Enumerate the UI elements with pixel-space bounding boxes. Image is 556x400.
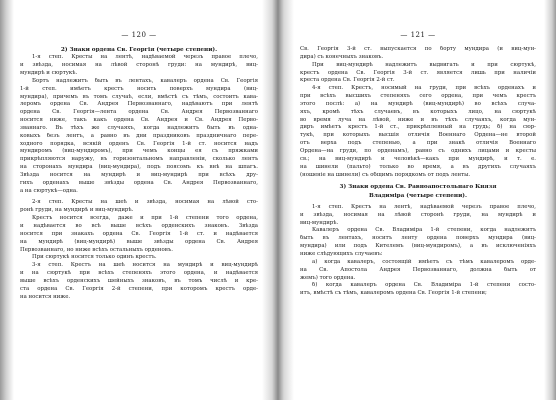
section-heading-line: 3) Знаки ордена Св. Равноапостольнаго Князя <box>339 184 497 191</box>
text-line: виц-мундирѣ. <box>300 219 339 226</box>
text-line: выше всѣхъ орденскихъ шейныхъ знаковъ, въ томъ числѣ и кре- <box>20 277 258 284</box>
text-line: б) когда кавалеръ ордена Св. Владиміра 1-й степени состо- <box>312 282 536 289</box>
text-line: мундира) или подъ Кителемъ (виц-мундиромъ), а въ исключеніяхъ <box>300 243 536 250</box>
text-line: быть въ лентахъ, носитъ ленту ордена поверхъ мундира (виц- <box>300 235 536 242</box>
text-line: дира) съ конечныхъ знаковъ. <box>300 53 384 60</box>
text-line: и на сюртукѣ при всѣхъ степеняхъ этого ордена, и надѣвается <box>20 270 258 277</box>
text-line: 1-й степ. имѣетъ крестъ носить поверхъ мундира (виц- <box>20 85 258 92</box>
text-line: отъ верха подъ степенью, а при знакѣ отличія Военнаго <box>300 140 536 147</box>
left-page <box>20 0 258 400</box>
text-line: Кавалеръ ордена Св. Владиміра 1-й степени, когда надлежитъ <box>312 227 536 234</box>
text-line: Первозваннаго, но ниже всѣхъ остальныхъ орденовъ. <box>20 246 173 253</box>
text-line: яхъ, кромѣ тѣхъ случаевъ, въ которыхъ лицо, на сюртукѣ <box>300 108 536 115</box>
text-line: Крестъ носится всегда, даже и при 1-й степени того ордена, <box>32 215 258 222</box>
text-line: ходного порядка, всякій орденъ Св. Георгія 1-й ст. носится надъ <box>20 140 258 147</box>
text-line: ронѣ груди, на мундирѣ и виц-мундирѣ. <box>20 207 134 214</box>
text-line: и надѣвается во всѣ выше всѣхъ орденскихъ знаковъ. Звѣзда <box>20 223 258 230</box>
right-page <box>300 0 536 400</box>
text-line: креста ордена Св. Георгія 2-й ст. <box>300 77 395 84</box>
text-line: мундира), причемъ въ томъ случаѣ, если, вмѣстѣ съ тѣмъ, состоитъ кава- <box>20 93 258 100</box>
text-line: Звѣзда носится на мундирѣ и виц-мундирѣ при всѣхъ дру- <box>20 171 258 178</box>
text-line: званнаго. Въ тѣхъ же случаяхъ, когда надлежитъ быть въ одна- <box>20 124 258 131</box>
section-heading-line: Владиміра (четыре степени). <box>369 192 467 199</box>
text-line: на сторонахъ мундира (виц-мундира), подъ поясомъ къ внѣ на шпагъ. <box>20 164 258 171</box>
left-section-heading: 2) Знаки ордена Св. Георгія (четыре степени). <box>60 47 218 53</box>
text-line: носится ниже, такъ какъ ордена Св. Андрея и Св. Андрея Перво- <box>20 117 258 124</box>
text-line: св.; на виц-мундирѣ и человѣкѣ—какъ при мундирѣ, и т. е. <box>300 155 536 162</box>
right-page-number: — 121 — <box>400 31 436 39</box>
text-line: (ношеніе на шинели) съ общимъ порядкомъ от подъ ленты. <box>300 171 471 178</box>
text-line: диръ имѣетъ крестъ 1-й ст., прикрѣпленный на грудь; б) на сюр- <box>300 124 536 131</box>
text-line: жемъ) того ордена. <box>300 274 356 281</box>
text-line: 2-я степ. Кресты на шеѣ и звѣзда, носимая на лѣвой сто- <box>32 199 258 206</box>
text-line: тукѣ, при которыхъ высшія отличія Военнаго Ордена—не второй <box>300 132 536 139</box>
text-line: леромъ ордена Св. Андрея Первозваннаго, надѣваютъ при лентѣ <box>20 101 258 108</box>
text-line: на носится ниже. <box>20 293 71 300</box>
text-line: мундиромъ (виц-мундиромъ), при чемъ концы ея съ пряжками <box>20 148 258 155</box>
text-line: на мундирѣ (виц-мундирѣ) выше звѣзды ордена Св. Андрея <box>20 238 258 245</box>
text-line: а) когда кавалеръ, состоящій имѣетъ съ тѣмъ кавалеромъ орде- <box>312 258 536 265</box>
text-line: и звѣзда, носимая на лѣвой сторонѣ груди, на мундирѣ и <box>300 211 536 218</box>
text-line: а на сюртукѣ—одна. <box>20 187 78 194</box>
text-line: прикрѣпляются наружу, въ горизонтальномъ направленіи, сколько лентъ <box>20 156 258 163</box>
text-line: на шинели (пальто) только во время, а въ другихъ случаяхъ <box>300 163 536 170</box>
text-line: Св. Георгія 3-й ст. выпускается по борту мундира (и виц-мун- <box>300 46 536 52</box>
text-line: этого послѣ: а) на мундирѣ (виц-мундирѣ) во всѣхъ случа- <box>300 100 536 107</box>
text-line: 1-я степ. Кресты на лентѣ, надѣваемой черезъ правое плечо, <box>32 54 258 61</box>
text-line: гихъ орденахъ выше звѣзды ордена Св. Андрея Первозваннаго, <box>20 179 258 186</box>
left-page-number: — 120 — <box>121 31 157 39</box>
right-page-body <box>300 46 536 298</box>
text-line: при всѣхъ высшихъ степеняхъ сего ордена, при чемъ крестъ <box>300 93 536 100</box>
text-line: носится при знакахъ ордена Св. Георгія 1-й ст. и надѣвается <box>20 230 258 237</box>
text-line: ковыхъ безъ лентъ, а равно въ дни праздниковъ праздничнаго пере- <box>20 132 258 139</box>
text-line: Ордена—на груди, по орденамъ), равно съ однихъ лицами и кресты <box>300 147 536 154</box>
text-line: 1-я степ. Крестъ на лентѣ, надѣваемой черезъ правое плечо, <box>312 203 536 210</box>
text-line: ниже слѣдующихъ случаевъ: <box>300 251 383 257</box>
text-line: итъ, вмѣстѣ съ тѣмъ, кавалеромъ ордена Св. Георгія 1-й степени; <box>300 290 487 297</box>
text-line: 4-я степ. Крестъ, носимый на груди, при всѣхъ орденахъ и <box>312 85 536 92</box>
text-line: мундирѣ и сюртукѣ. <box>20 69 78 76</box>
text-line: 3-я степ. Крестъ на шеѣ носится на мундирѣ и виц-мундирѣ <box>32 262 258 269</box>
text-line: во время луча на лѣвой, ниже и въ тѣхъ случаяхъ, когда мун- <box>300 116 536 123</box>
text-line: ордена Св. Георгія—лента ордена Св. Андрея Первозваннаго <box>20 109 258 116</box>
text-line: При виц-мундирѣ надлежитъ выдвигать и при сюртукѣ, <box>312 61 536 68</box>
text-line: ста ордена Св. Георгія 2-й степени, при которомъ крестъ орде- <box>20 285 258 292</box>
text-line: крестъ ордена Св. Георгія 3-й ст. является лишь при наличіи <box>300 69 536 76</box>
text-line: на Св. Апостола Андрея Первозваннаго, должна быть от <box>300 266 536 273</box>
text-line: и звѣзда, носимая на лѣвой сторонѣ груди: на мундирѣ, виц- <box>20 62 258 69</box>
text-line: При сюртукѣ носится только одинъ крестъ. <box>32 254 157 261</box>
left-page-body <box>20 54 258 301</box>
text-line: Бортъ надлежитъ быть въ лентахъ, кавалеръ ордена Св. Георгія <box>32 77 258 84</box>
